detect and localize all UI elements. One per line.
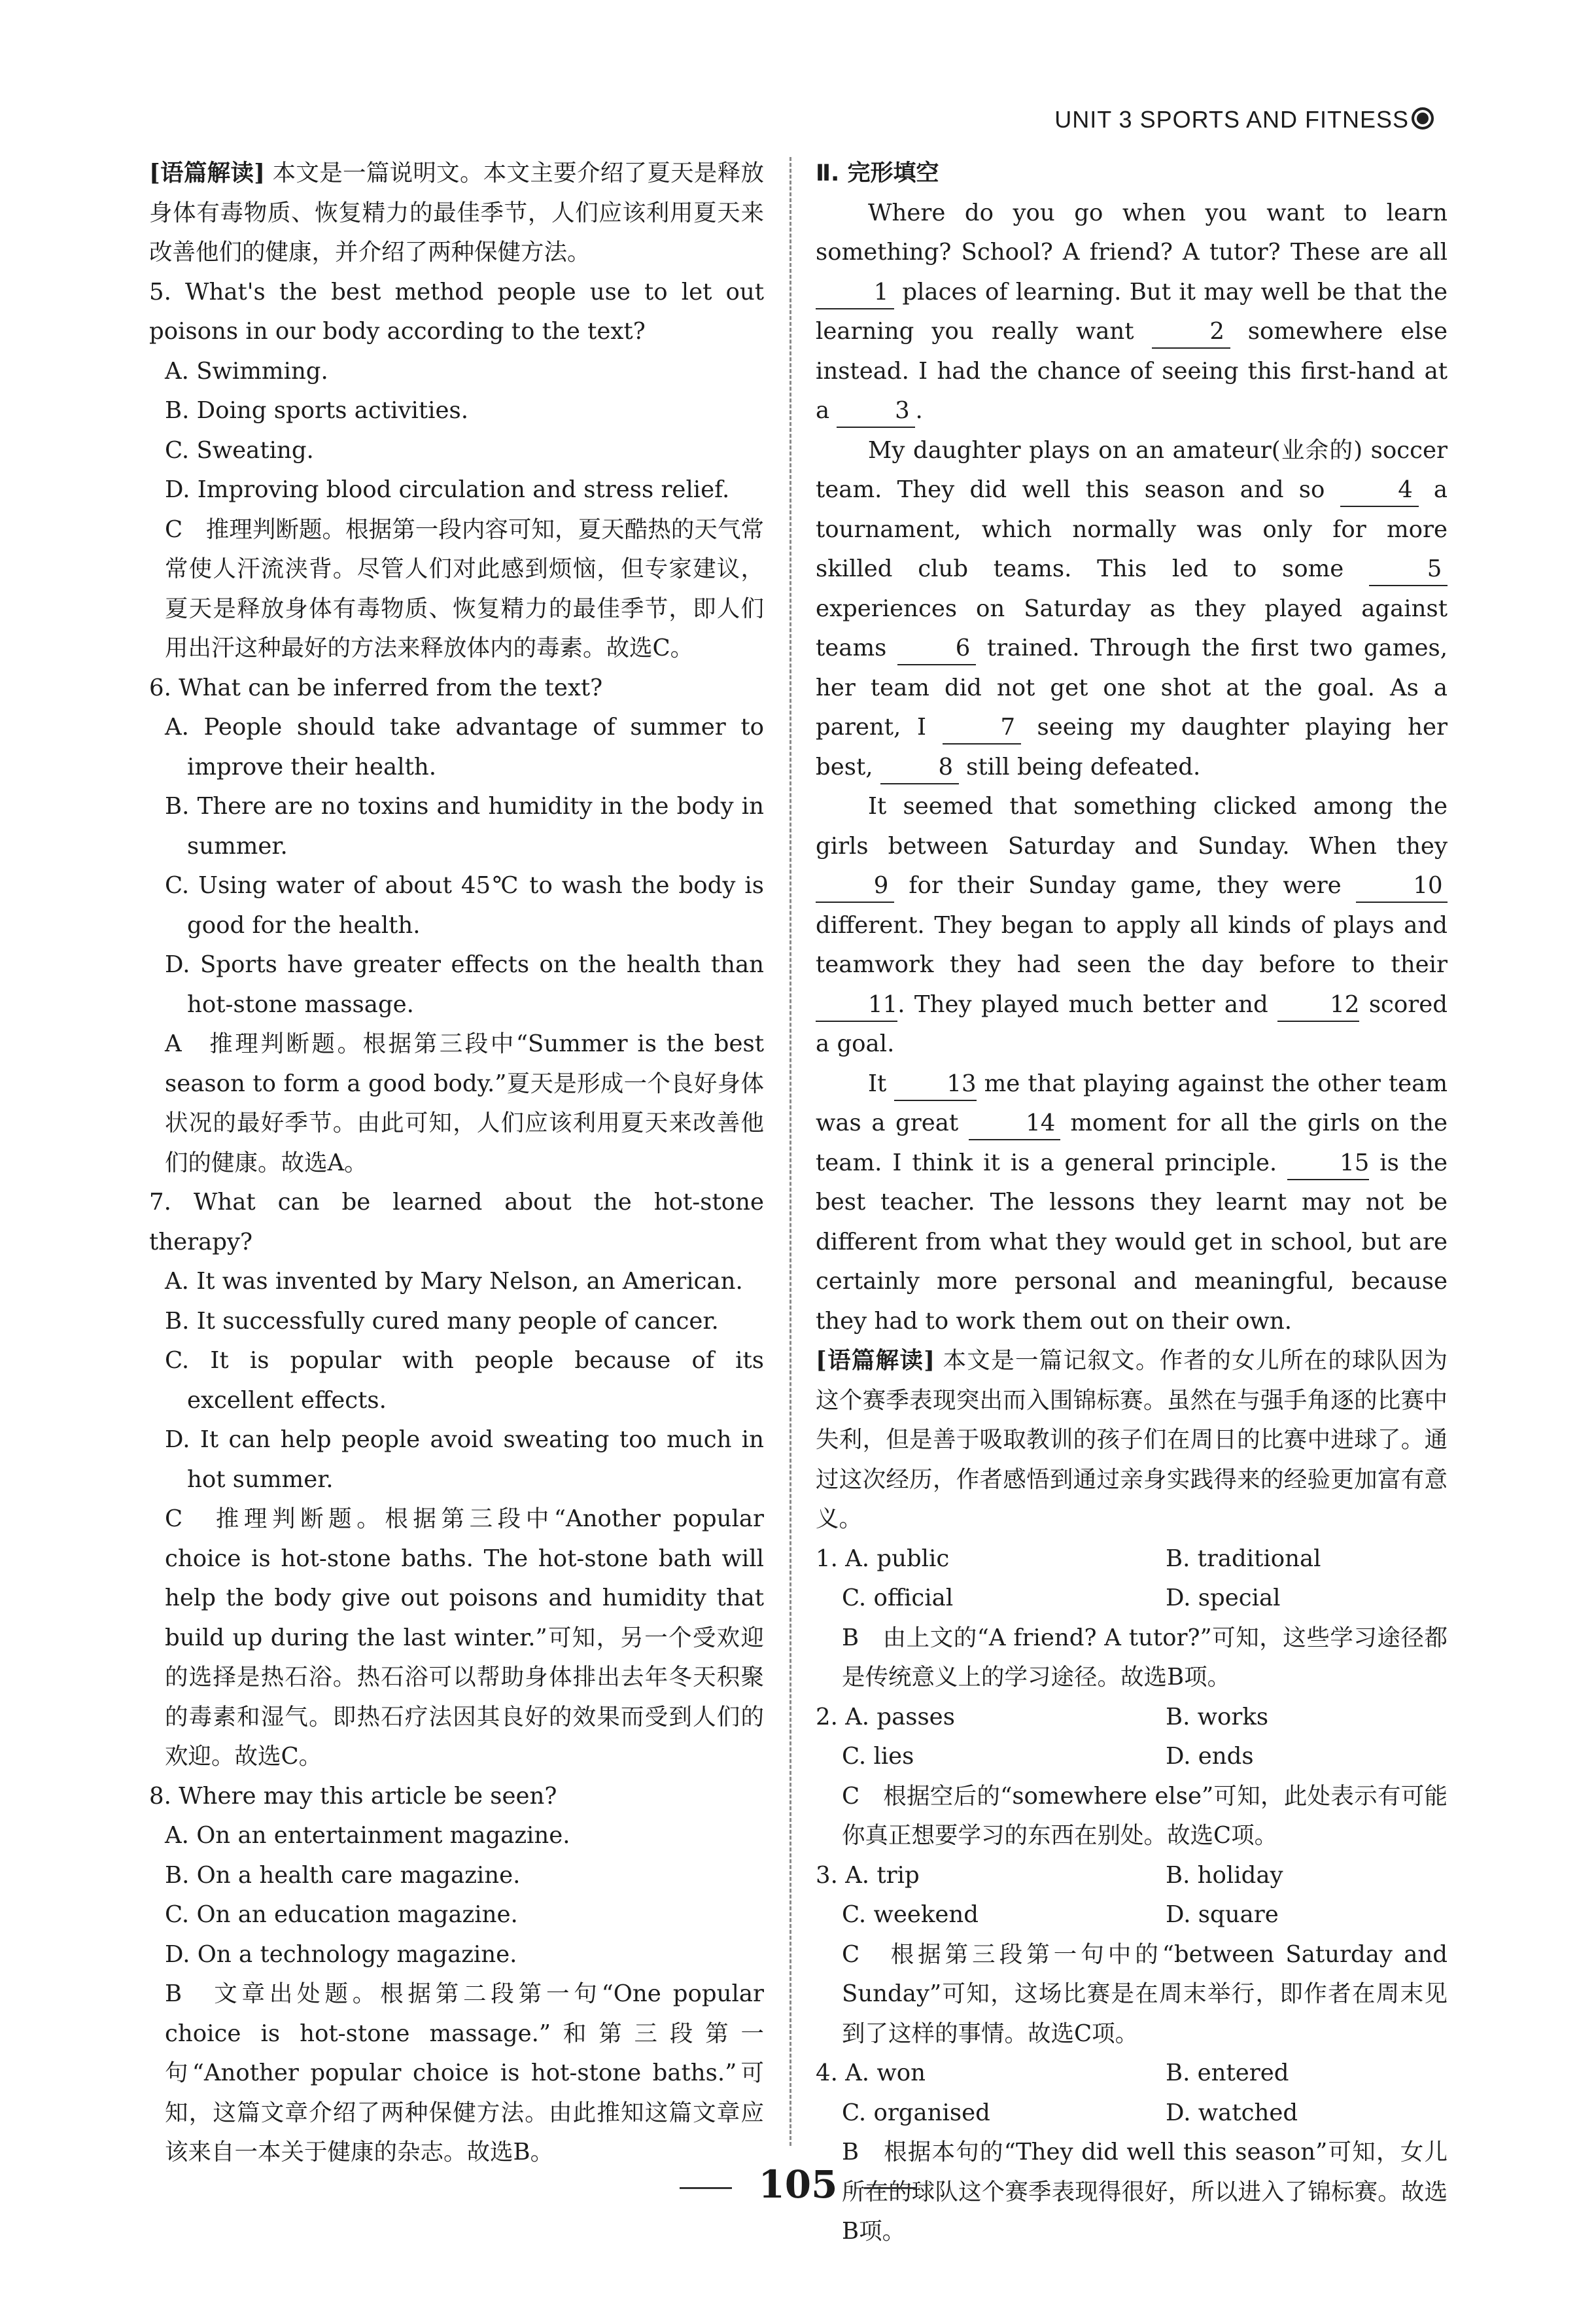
- question-stem: 6. What can be inferred from the text?: [149, 674, 603, 701]
- option: C. lies: [842, 1743, 914, 1770]
- question-5: [149, 273, 764, 669]
- blank-9: 9: [816, 870, 894, 903]
- analysis-tag: [语篇解读]: [816, 1347, 935, 1374]
- running-header: [1054, 106, 1434, 133]
- analysis-text: 本文是一篇说明文。本文主要介绍了夏天是释放身体有毒物质、恢复精力的最佳季节，人们应该利用夏天来改善他们的健康，并介绍了两种保健方法。: [149, 160, 764, 266]
- analysis-tag: [语篇解读]: [149, 160, 266, 186]
- passage-text: It seemed that something clicked among the girls between Saturday and Sunday. When they: [816, 793, 1448, 860]
- column-divider: [789, 157, 791, 2146]
- options-row: [816, 1539, 1448, 1579]
- footer-rule: [680, 2187, 732, 2189]
- option: B. It successfully cured many people of cancer.: [165, 1307, 719, 1335]
- question-7: [149, 1183, 764, 1777]
- option: A. On an entertainment magazine.: [165, 1822, 570, 1849]
- explanation: C 推理判断题。根据第一段内容可知，夏天酷热的天气常常使人汗流浃背。尽管人们对此感到烦恼，但专家建议，夏天是释放身体有毒物质、恢复精力的最佳季节，即人们用出汗这种最好的方法来释放体内的毒素。故选C。: [165, 516, 764, 661]
- passage-text: It: [868, 1070, 887, 1097]
- option: A. Swimming.: [165, 357, 328, 385]
- options-row: [816, 1579, 1448, 1619]
- explanation: B 文章出处题。根据第二段第一句“One popular choice is hot-stone massage.”和第三段第一句“Another popular choice is hot-stone baths.”可知，这篇文章介绍了两种保健方法。由此推知这篇文章应该来自一本关于健康的杂志。故选B。: [165, 1980, 764, 2165]
- option: 4. A. won: [816, 2060, 926, 2086]
- passage-text: Where do you go when you want to learn something? School? A friend? A tutor? These are all: [816, 199, 1448, 266]
- explanation: C 根据第三段第一句中的“between Saturday and Sunday”可知，这场比赛是在周末举行，即作者在周末见到了这样的事情。故选C项。: [842, 1940, 1448, 2047]
- blank-12: 12: [1277, 989, 1359, 1022]
- blank-6: 6: [897, 633, 976, 665]
- blank-11: 11: [816, 989, 897, 1022]
- blank-8: 8: [880, 752, 959, 784]
- blank-3: 3: [837, 395, 915, 428]
- answer-3: [816, 1856, 1448, 2054]
- blank-13: 13: [894, 1068, 976, 1101]
- passage-text: scored a goal.: [816, 991, 1448, 1057]
- passage-text: places of learning. But it may well be that the learning you really want: [816, 278, 1448, 345]
- blank-14: 14: [969, 1108, 1060, 1140]
- blank-5: 5: [1369, 553, 1448, 586]
- options-row: [816, 1737, 1448, 1777]
- question-stem: 8. Where may this article be seen?: [149, 1782, 557, 1810]
- bullet-icon: [1412, 107, 1434, 130]
- cloze-paragraph-2: [816, 431, 1448, 788]
- option: C. Sweating.: [165, 436, 314, 464]
- option: B. traditional: [1166, 1545, 1321, 1572]
- options-row: [816, 1856, 1448, 1896]
- option: D. Sports have greater effects on the health than hot-stone massage.: [165, 951, 764, 1018]
- option: C. On an education magazine.: [165, 1901, 518, 1928]
- option: D. watched: [1166, 2099, 1298, 2126]
- option: D. Improving blood circulation and stress relief.: [165, 476, 730, 503]
- passage-text: a tournament, which normally was only for more skilled club teams. This led to some: [816, 476, 1448, 582]
- question-stem: 5. What's the best method people use to let out poisons in our body according to the text?: [149, 278, 764, 345]
- explanation: C 根据空后的“somewhere else”可知，此处表示有可能你真正想要学习的东西在别处。故选C项。: [842, 1782, 1448, 1849]
- option: 1. A. public: [816, 1545, 950, 1572]
- analysis-paragraph: [816, 1341, 1448, 1539]
- passage-text: me that playing against the other team was a great: [816, 1070, 1448, 1136]
- option: D. square: [1166, 1901, 1279, 1928]
- section-title: Ⅱ. 完形填空: [816, 160, 939, 186]
- options-row: [816, 2054, 1448, 2094]
- question-6: [149, 669, 764, 1184]
- option: 2. A. passes: [816, 1703, 955, 1730]
- option: B. Doing sports activities.: [165, 397, 468, 424]
- page-number: 105: [758, 2162, 838, 2207]
- passage-text: is the best teacher. The lessons they learnt may not be different from what they would get in school, but are certainly more personal and meaningful, because they had to work them out on their own.: [816, 1149, 1448, 1335]
- options-row: [816, 1698, 1448, 1738]
- option: C. organised: [842, 2099, 990, 2126]
- cloze-paragraph-1: [816, 194, 1448, 431]
- blank-15: 15: [1287, 1148, 1369, 1180]
- option: D. On a technology magazine.: [165, 1940, 517, 1968]
- answer-1: [816, 1539, 1448, 1698]
- passage-text: moment for all the girls on the team. I think it is a general principle.: [816, 1110, 1448, 1176]
- passage-text: somewhere else instead. I had the chance of seeing this first-hand at a: [816, 318, 1448, 424]
- question-8: [149, 1777, 764, 2173]
- left-column: [149, 154, 764, 2173]
- blank-4: 4: [1340, 474, 1419, 507]
- passage-text: . They played much better and: [897, 991, 1268, 1018]
- passage-text: for their Sunday game, they were: [909, 872, 1342, 899]
- option: D. It can help people avoid sweating too much in hot summer.: [165, 1426, 764, 1493]
- option: C. weekend: [842, 1901, 979, 1928]
- right-column: [816, 154, 1448, 2252]
- option: D. ends: [1166, 1743, 1254, 1770]
- explanation: C 推理判断题。根据第三段中“Another popular choice is hot-stone baths. The hot-stone bath will help the body give out poisons and humidity that build up during the last winter.”可知，另一个受欢迎的选择是热石浴。热石浴可以帮助身体排出去年冬天积聚的毒素和湿气。即热石疗法因其良好的效果而受到人们的欢迎。故选C。: [165, 1505, 764, 1770]
- passage-text: different. They began to apply all kinds of plays and teamwork they had seen the day before to their: [816, 911, 1448, 978]
- options-row: [816, 2094, 1448, 2133]
- option: B. holiday: [1166, 1861, 1283, 1889]
- explanation: A 推理判断题。根据第三段中“Summer is the best season to form a good body.”夏天是形成一个良好身体状况的最好季节。由此可知，人们应该利用夏天来改善他们的健康。故选A。: [165, 1030, 764, 1176]
- page-footer: [0, 2162, 1596, 2207]
- blank-2: 2: [1152, 316, 1230, 349]
- option: D. special: [1166, 1585, 1281, 1611]
- analysis-paragraph: [149, 154, 764, 273]
- option: C. It is popular with people because of its excellent effects.: [165, 1347, 764, 1414]
- answer-4: [816, 2054, 1448, 2252]
- blank-10: 10: [1356, 870, 1448, 903]
- option: 3. A. trip: [816, 1861, 920, 1889]
- unit-title: UNIT 3 SPORTS AND FITNESS: [1054, 106, 1409, 133]
- explanation: B 由上文的“A friend? A tutor?”可知，这些学习途径都是传统意义上的学习途径。故选B项。: [842, 1624, 1448, 1691]
- passage-text: seeing my daughter playing her best,: [816, 714, 1448, 780]
- blank-7: 7: [943, 712, 1021, 745]
- option: B. On a health care magazine.: [165, 1861, 521, 1889]
- blank-1: 1: [816, 277, 894, 309]
- option: B. entered: [1166, 2060, 1289, 2086]
- passage-text: .: [915, 397, 923, 424]
- option: A. It was invented by Mary Nelson, an American.: [165, 1268, 743, 1295]
- options-row: [816, 1895, 1448, 1935]
- analysis-text: 本文是一篇记叙文。作者的女儿所在的球队因为这个赛季表现突出而入围锦标赛。虽然在与强手角逐的比赛中失利，但是善于吸取教训的孩子们在周日的比赛中进球了。通过这次经历，作者感悟到通过亲身实践得来的经验更加富有意义。: [816, 1347, 1448, 1532]
- option: C. official: [842, 1585, 954, 1611]
- cloze-paragraph-4: [816, 1064, 1448, 1342]
- option: A. People should take advantage of summer to improve their health.: [165, 714, 764, 780]
- passage-text: trained. Through the first two games, her team did not get one shot at the goal. As a parent, I: [816, 635, 1448, 741]
- option: B. works: [1166, 1703, 1269, 1730]
- cloze-paragraph-3: [816, 787, 1448, 1064]
- option: B. There are no toxins and humidity in the body in summer.: [165, 793, 764, 860]
- answer-2: [816, 1698, 1448, 1856]
- footer-rule: [864, 2187, 916, 2189]
- question-stem: 7. What can be learned about the hot-stone therapy?: [149, 1189, 764, 1255]
- explanation: B 根据本句的“They did well this season”可知，女儿所在的球队这个赛季表现得很好，所以进入了锦标赛。故选B项。: [842, 2139, 1448, 2245]
- passage-text: My daughter plays on an amateur(业余的) soccer team. They did well this season and so: [816, 436, 1448, 503]
- option: C. Using water of about 45℃ to wash the body is good for the health.: [165, 872, 764, 939]
- passage-text: still being defeated.: [966, 753, 1201, 780]
- passage-text: experiences on Saturday as they played against teams: [816, 595, 1448, 661]
